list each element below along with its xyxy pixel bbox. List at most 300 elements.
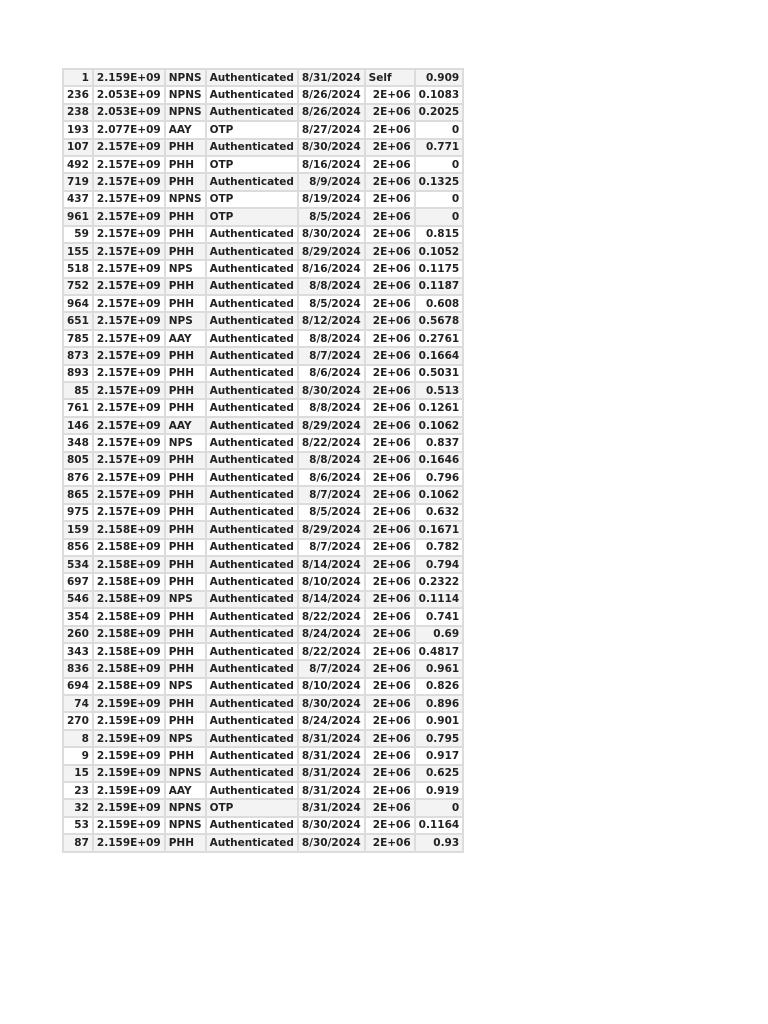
cell-date[interactable]: 8/9/2024 bbox=[298, 173, 365, 190]
cell-number[interactable]: 2.157E+09 bbox=[93, 208, 165, 225]
cell-id[interactable]: 961 bbox=[63, 208, 93, 225]
cell-date[interactable]: 8/16/2024 bbox=[298, 156, 365, 173]
cell-score[interactable]: 0.1062 bbox=[415, 486, 464, 503]
cell-id[interactable]: 87 bbox=[63, 834, 93, 851]
cell-source[interactable]: 2E+06 bbox=[365, 452, 415, 469]
cell-type[interactable]: PHH bbox=[165, 173, 206, 190]
cell-auth-status[interactable]: OTP bbox=[206, 208, 298, 225]
cell-type[interactable]: NPNS bbox=[165, 765, 206, 782]
cell-auth-status[interactable]: Authenticated bbox=[206, 417, 298, 434]
cell-type[interactable]: PHH bbox=[165, 556, 206, 573]
cell-date[interactable]: 8/31/2024 bbox=[298, 765, 365, 782]
cell-type[interactable]: PHH bbox=[165, 243, 206, 260]
cell-type[interactable]: PHH bbox=[165, 226, 206, 243]
cell-score[interactable]: 0.896 bbox=[415, 695, 464, 712]
cell-auth-status[interactable]: Authenticated bbox=[206, 139, 298, 156]
cell-score[interactable]: 0.796 bbox=[415, 469, 464, 486]
cell-number[interactable]: 2.157E+09 bbox=[93, 347, 165, 364]
cell-number[interactable]: 2.159E+09 bbox=[93, 69, 165, 86]
cell-date[interactable]: 8/14/2024 bbox=[298, 556, 365, 573]
cell-number[interactable]: 2.157E+09 bbox=[93, 417, 165, 434]
cell-date[interactable]: 8/30/2024 bbox=[298, 226, 365, 243]
cell-date[interactable]: 8/14/2024 bbox=[298, 591, 365, 608]
cell-type[interactable]: NPS bbox=[165, 678, 206, 695]
cell-date[interactable]: 8/31/2024 bbox=[298, 799, 365, 816]
cell-score[interactable]: 0.93 bbox=[415, 834, 464, 851]
cell-date[interactable]: 8/29/2024 bbox=[298, 417, 365, 434]
cell-score[interactable]: 0.782 bbox=[415, 539, 464, 556]
cell-auth-status[interactable]: Authenticated bbox=[206, 312, 298, 329]
cell-source[interactable]: 2E+06 bbox=[365, 765, 415, 782]
cell-type[interactable]: AAY bbox=[165, 330, 206, 347]
cell-auth-status[interactable]: Authenticated bbox=[206, 521, 298, 538]
cell-number[interactable]: 2.157E+09 bbox=[93, 278, 165, 295]
cell-id[interactable]: 260 bbox=[63, 626, 93, 643]
cell-number[interactable]: 2.159E+09 bbox=[93, 782, 165, 799]
cell-auth-status[interactable]: Authenticated bbox=[206, 539, 298, 556]
cell-date[interactable]: 8/31/2024 bbox=[298, 69, 365, 86]
cell-number[interactable]: 2.157E+09 bbox=[93, 295, 165, 312]
cell-score[interactable]: 0.794 bbox=[415, 556, 464, 573]
cell-number[interactable]: 2.159E+09 bbox=[93, 712, 165, 729]
cell-type[interactable]: NPNS bbox=[165, 86, 206, 103]
cell-auth-status[interactable]: Authenticated bbox=[206, 504, 298, 521]
cell-source[interactable]: 2E+06 bbox=[365, 834, 415, 851]
cell-number[interactable]: 2.158E+09 bbox=[93, 643, 165, 660]
cell-type[interactable]: PHH bbox=[165, 382, 206, 399]
cell-id[interactable]: 651 bbox=[63, 312, 93, 329]
cell-source[interactable]: 2E+06 bbox=[365, 173, 415, 190]
cell-type[interactable]: AAY bbox=[165, 121, 206, 138]
cell-type[interactable]: PHH bbox=[165, 399, 206, 416]
cell-score[interactable]: 0.2761 bbox=[415, 330, 464, 347]
cell-source[interactable]: 2E+06 bbox=[365, 278, 415, 295]
cell-number[interactable]: 2.157E+09 bbox=[93, 486, 165, 503]
cell-number[interactable]: 2.158E+09 bbox=[93, 591, 165, 608]
cell-score[interactable]: 0.1083 bbox=[415, 86, 464, 103]
cell-id[interactable]: 53 bbox=[63, 817, 93, 834]
cell-date[interactable]: 8/16/2024 bbox=[298, 260, 365, 277]
cell-type[interactable]: PHH bbox=[165, 365, 206, 382]
cell-id[interactable]: 856 bbox=[63, 539, 93, 556]
cell-id[interactable]: 534 bbox=[63, 556, 93, 573]
cell-type[interactable]: PHH bbox=[165, 486, 206, 503]
cell-source[interactable]: 2E+06 bbox=[365, 295, 415, 312]
cell-date[interactable]: 8/12/2024 bbox=[298, 312, 365, 329]
cell-type[interactable]: NPS bbox=[165, 591, 206, 608]
cell-id[interactable]: 8 bbox=[63, 730, 93, 747]
cell-id[interactable]: 893 bbox=[63, 365, 93, 382]
cell-score[interactable]: 0.826 bbox=[415, 678, 464, 695]
cell-id[interactable]: 343 bbox=[63, 643, 93, 660]
cell-id[interactable]: 873 bbox=[63, 347, 93, 364]
cell-source[interactable]: 2E+06 bbox=[365, 469, 415, 486]
cell-score[interactable]: 0.901 bbox=[415, 712, 464, 729]
cell-date[interactable]: 8/7/2024 bbox=[298, 539, 365, 556]
cell-date[interactable]: 8/26/2024 bbox=[298, 104, 365, 121]
cell-auth-status[interactable]: Authenticated bbox=[206, 486, 298, 503]
cell-number[interactable]: 2.157E+09 bbox=[93, 173, 165, 190]
cell-auth-status[interactable]: Authenticated bbox=[206, 278, 298, 295]
cell-source[interactable]: 2E+06 bbox=[365, 208, 415, 225]
cell-number[interactable]: 2.053E+09 bbox=[93, 86, 165, 103]
cell-score[interactable]: 0.1646 bbox=[415, 452, 464, 469]
cell-source[interactable]: 2E+06 bbox=[365, 643, 415, 660]
cell-auth-status[interactable]: Authenticated bbox=[206, 765, 298, 782]
cell-source[interactable]: 2E+06 bbox=[365, 486, 415, 503]
cell-auth-status[interactable]: OTP bbox=[206, 121, 298, 138]
cell-number[interactable]: 2.158E+09 bbox=[93, 678, 165, 695]
cell-auth-status[interactable]: Authenticated bbox=[206, 782, 298, 799]
cell-type[interactable]: NPS bbox=[165, 434, 206, 451]
cell-number[interactable]: 2.157E+09 bbox=[93, 365, 165, 382]
cell-score[interactable]: 0 bbox=[415, 208, 464, 225]
cell-type[interactable]: PHH bbox=[165, 539, 206, 556]
cell-score[interactable]: 0.1664 bbox=[415, 347, 464, 364]
cell-type[interactable]: NPNS bbox=[165, 191, 206, 208]
cell-score[interactable]: 0 bbox=[415, 121, 464, 138]
cell-auth-status[interactable]: Authenticated bbox=[206, 678, 298, 695]
cell-source[interactable]: 2E+06 bbox=[365, 260, 415, 277]
cell-source[interactable]: 2E+06 bbox=[365, 626, 415, 643]
cell-type[interactable]: NPS bbox=[165, 730, 206, 747]
cell-id[interactable]: 270 bbox=[63, 712, 93, 729]
cell-auth-status[interactable]: Authenticated bbox=[206, 643, 298, 660]
cell-type[interactable]: PHH bbox=[165, 834, 206, 851]
cell-number[interactable]: 2.159E+09 bbox=[93, 799, 165, 816]
cell-type[interactable]: NPNS bbox=[165, 104, 206, 121]
cell-source[interactable]: 2E+06 bbox=[365, 156, 415, 173]
cell-number[interactable]: 2.157E+09 bbox=[93, 434, 165, 451]
cell-auth-status[interactable]: Authenticated bbox=[206, 260, 298, 277]
cell-date[interactable]: 8/19/2024 bbox=[298, 191, 365, 208]
cell-type[interactable]: PHH bbox=[165, 452, 206, 469]
cell-number[interactable]: 2.053E+09 bbox=[93, 104, 165, 121]
cell-type[interactable]: PHH bbox=[165, 643, 206, 660]
cell-source[interactable]: 2E+06 bbox=[365, 382, 415, 399]
cell-score[interactable]: 0 bbox=[415, 191, 464, 208]
cell-type[interactable]: PHH bbox=[165, 573, 206, 590]
cell-score[interactable]: 0.1325 bbox=[415, 173, 464, 190]
cell-date[interactable]: 8/8/2024 bbox=[298, 330, 365, 347]
cell-auth-status[interactable]: Authenticated bbox=[206, 365, 298, 382]
cell-id[interactable]: 865 bbox=[63, 486, 93, 503]
cell-date[interactable]: 8/8/2024 bbox=[298, 452, 365, 469]
cell-number[interactable]: 2.158E+09 bbox=[93, 626, 165, 643]
cell-score[interactable]: 0.1062 bbox=[415, 417, 464, 434]
cell-auth-status[interactable]: Authenticated bbox=[206, 399, 298, 416]
cell-score[interactable]: 0.741 bbox=[415, 608, 464, 625]
cell-number[interactable]: 2.157E+09 bbox=[93, 243, 165, 260]
cell-id[interactable]: 15 bbox=[63, 765, 93, 782]
cell-id[interactable]: 159 bbox=[63, 521, 93, 538]
cell-number[interactable]: 2.157E+09 bbox=[93, 382, 165, 399]
cell-id[interactable]: 9 bbox=[63, 747, 93, 764]
cell-id[interactable]: 155 bbox=[63, 243, 93, 260]
cell-date[interactable]: 8/5/2024 bbox=[298, 295, 365, 312]
cell-date[interactable]: 8/30/2024 bbox=[298, 382, 365, 399]
cell-id[interactable]: 518 bbox=[63, 260, 93, 277]
cell-score[interactable]: 0.917 bbox=[415, 747, 464, 764]
cell-auth-status[interactable]: Authenticated bbox=[206, 573, 298, 590]
cell-auth-status[interactable]: Authenticated bbox=[206, 434, 298, 451]
cell-source[interactable]: 2E+06 bbox=[365, 695, 415, 712]
cell-id[interactable]: 32 bbox=[63, 799, 93, 816]
cell-date[interactable]: 8/30/2024 bbox=[298, 817, 365, 834]
cell-auth-status[interactable]: Authenticated bbox=[206, 69, 298, 86]
cell-type[interactable]: NPNS bbox=[165, 817, 206, 834]
cell-date[interactable]: 8/5/2024 bbox=[298, 504, 365, 521]
cell-source[interactable]: 2E+06 bbox=[365, 434, 415, 451]
cell-id[interactable]: 876 bbox=[63, 469, 93, 486]
cell-number[interactable]: 2.157E+09 bbox=[93, 312, 165, 329]
cell-score[interactable]: 0.919 bbox=[415, 782, 464, 799]
cell-id[interactable]: 437 bbox=[63, 191, 93, 208]
cell-id[interactable]: 348 bbox=[63, 434, 93, 451]
cell-auth-status[interactable]: Authenticated bbox=[206, 626, 298, 643]
cell-score[interactable]: 0.608 bbox=[415, 295, 464, 312]
cell-auth-status[interactable]: Authenticated bbox=[206, 295, 298, 312]
cell-date[interactable]: 8/29/2024 bbox=[298, 521, 365, 538]
cell-auth-status[interactable]: Authenticated bbox=[206, 556, 298, 573]
cell-auth-status[interactable]: Authenticated bbox=[206, 712, 298, 729]
cell-source[interactable]: 2E+06 bbox=[365, 330, 415, 347]
cell-auth-status[interactable]: Authenticated bbox=[206, 226, 298, 243]
cell-score[interactable]: 0.1671 bbox=[415, 521, 464, 538]
cell-score[interactable]: 0.771 bbox=[415, 139, 464, 156]
cell-type[interactable]: PHH bbox=[165, 712, 206, 729]
cell-id[interactable]: 146 bbox=[63, 417, 93, 434]
cell-score[interactable]: 0 bbox=[415, 799, 464, 816]
cell-source[interactable]: 2E+06 bbox=[365, 678, 415, 695]
cell-date[interactable]: 8/30/2024 bbox=[298, 695, 365, 712]
cell-score[interactable]: 0.1261 bbox=[415, 399, 464, 416]
cell-type[interactable]: NPS bbox=[165, 260, 206, 277]
cell-number[interactable]: 2.157E+09 bbox=[93, 156, 165, 173]
cell-number[interactable]: 2.158E+09 bbox=[93, 556, 165, 573]
cell-source[interactable]: 2E+06 bbox=[365, 799, 415, 816]
cell-date[interactable]: 8/10/2024 bbox=[298, 573, 365, 590]
cell-source[interactable]: 2E+06 bbox=[365, 660, 415, 677]
cell-date[interactable]: 8/7/2024 bbox=[298, 486, 365, 503]
cell-source[interactable]: 2E+06 bbox=[365, 312, 415, 329]
cell-type[interactable]: PHH bbox=[165, 747, 206, 764]
cell-auth-status[interactable]: Authenticated bbox=[206, 469, 298, 486]
cell-date[interactable]: 8/8/2024 bbox=[298, 278, 365, 295]
cell-source[interactable]: 2E+06 bbox=[365, 226, 415, 243]
cell-date[interactable]: 8/31/2024 bbox=[298, 730, 365, 747]
cell-type[interactable]: NPNS bbox=[165, 69, 206, 86]
cell-source[interactable]: 2E+06 bbox=[365, 504, 415, 521]
cell-id[interactable]: 59 bbox=[63, 226, 93, 243]
cell-score[interactable]: 0.2322 bbox=[415, 573, 464, 590]
cell-type[interactable]: PHH bbox=[165, 347, 206, 364]
cell-source[interactable]: 2E+06 bbox=[365, 191, 415, 208]
cell-type[interactable]: NPS bbox=[165, 312, 206, 329]
cell-score[interactable]: 0.909 bbox=[415, 69, 464, 86]
cell-type[interactable]: PHH bbox=[165, 626, 206, 643]
cell-id[interactable]: 697 bbox=[63, 573, 93, 590]
cell-source[interactable]: 2E+06 bbox=[365, 817, 415, 834]
cell-auth-status[interactable]: Authenticated bbox=[206, 330, 298, 347]
cell-source[interactable]: 2E+06 bbox=[365, 608, 415, 625]
cell-number[interactable]: 2.158E+09 bbox=[93, 573, 165, 590]
cell-auth-status[interactable]: Authenticated bbox=[206, 817, 298, 834]
cell-source[interactable]: 2E+06 bbox=[365, 139, 415, 156]
cell-score[interactable]: 0.1187 bbox=[415, 278, 464, 295]
cell-date[interactable]: 8/26/2024 bbox=[298, 86, 365, 103]
cell-score[interactable]: 0 bbox=[415, 156, 464, 173]
cell-id[interactable]: 193 bbox=[63, 121, 93, 138]
cell-number[interactable]: 2.157E+09 bbox=[93, 260, 165, 277]
cell-type[interactable]: PHH bbox=[165, 278, 206, 295]
cell-id[interactable]: 354 bbox=[63, 608, 93, 625]
cell-number[interactable]: 2.158E+09 bbox=[93, 608, 165, 625]
cell-date[interactable]: 8/5/2024 bbox=[298, 208, 365, 225]
cell-date[interactable]: 8/31/2024 bbox=[298, 747, 365, 764]
cell-source[interactable]: 2E+06 bbox=[365, 399, 415, 416]
cell-auth-status[interactable]: Authenticated bbox=[206, 695, 298, 712]
cell-number[interactable]: 2.159E+09 bbox=[93, 747, 165, 764]
cell-id[interactable]: 761 bbox=[63, 399, 93, 416]
cell-number[interactable]: 2.158E+09 bbox=[93, 660, 165, 677]
cell-id[interactable]: 546 bbox=[63, 591, 93, 608]
cell-type[interactable]: PHH bbox=[165, 504, 206, 521]
cell-type[interactable]: PHH bbox=[165, 139, 206, 156]
cell-score[interactable]: 0.5678 bbox=[415, 312, 464, 329]
cell-source[interactable]: 2E+06 bbox=[365, 347, 415, 364]
cell-number[interactable]: 2.157E+09 bbox=[93, 191, 165, 208]
cell-score[interactable]: 0.1164 bbox=[415, 817, 464, 834]
cell-source[interactable]: 2E+06 bbox=[365, 521, 415, 538]
cell-date[interactable]: 8/22/2024 bbox=[298, 434, 365, 451]
cell-source[interactable]: 2E+06 bbox=[365, 121, 415, 138]
cell-date[interactable]: 8/7/2024 bbox=[298, 660, 365, 677]
cell-score[interactable]: 0.513 bbox=[415, 382, 464, 399]
cell-source[interactable]: 2E+06 bbox=[365, 730, 415, 747]
cell-id[interactable]: 836 bbox=[63, 660, 93, 677]
cell-type[interactable]: PHH bbox=[165, 608, 206, 625]
cell-source[interactable]: 2E+06 bbox=[365, 243, 415, 260]
cell-score[interactable]: 0.625 bbox=[415, 765, 464, 782]
cell-auth-status[interactable]: Authenticated bbox=[206, 834, 298, 851]
cell-id[interactable]: 694 bbox=[63, 678, 93, 695]
cell-id[interactable]: 1 bbox=[63, 69, 93, 86]
cell-date[interactable]: 8/31/2024 bbox=[298, 782, 365, 799]
cell-id[interactable]: 805 bbox=[63, 452, 93, 469]
cell-auth-status[interactable]: OTP bbox=[206, 799, 298, 816]
cell-auth-status[interactable]: Authenticated bbox=[206, 104, 298, 121]
cell-source[interactable]: 2E+06 bbox=[365, 539, 415, 556]
cell-type[interactable]: PHH bbox=[165, 156, 206, 173]
cell-source[interactable]: 2E+06 bbox=[365, 591, 415, 608]
cell-score[interactable]: 0.69 bbox=[415, 626, 464, 643]
cell-auth-status[interactable]: Authenticated bbox=[206, 452, 298, 469]
cell-auth-status[interactable]: OTP bbox=[206, 156, 298, 173]
cell-score[interactable]: 0.837 bbox=[415, 434, 464, 451]
cell-score[interactable]: 0.5031 bbox=[415, 365, 464, 382]
cell-number[interactable]: 2.157E+09 bbox=[93, 399, 165, 416]
cell-auth-status[interactable]: Authenticated bbox=[206, 382, 298, 399]
cell-source[interactable]: 2E+06 bbox=[365, 747, 415, 764]
cell-id[interactable]: 492 bbox=[63, 156, 93, 173]
cell-number[interactable]: 2.158E+09 bbox=[93, 521, 165, 538]
cell-id[interactable]: 236 bbox=[63, 86, 93, 103]
cell-date[interactable]: 8/6/2024 bbox=[298, 365, 365, 382]
cell-type[interactable]: PHH bbox=[165, 469, 206, 486]
cell-auth-status[interactable]: Authenticated bbox=[206, 86, 298, 103]
cell-date[interactable]: 8/30/2024 bbox=[298, 834, 365, 851]
cell-number[interactable]: 2.157E+09 bbox=[93, 469, 165, 486]
cell-number[interactable]: 2.157E+09 bbox=[93, 452, 165, 469]
cell-id[interactable]: 785 bbox=[63, 330, 93, 347]
cell-date[interactable]: 8/7/2024 bbox=[298, 347, 365, 364]
cell-type[interactable]: NPNS bbox=[165, 799, 206, 816]
cell-number[interactable]: 2.157E+09 bbox=[93, 226, 165, 243]
cell-number[interactable]: 2.158E+09 bbox=[93, 539, 165, 556]
cell-date[interactable]: 8/29/2024 bbox=[298, 243, 365, 260]
cell-date[interactable]: 8/30/2024 bbox=[298, 139, 365, 156]
cell-date[interactable]: 8/22/2024 bbox=[298, 643, 365, 660]
cell-id[interactable]: 975 bbox=[63, 504, 93, 521]
cell-type[interactable]: PHH bbox=[165, 295, 206, 312]
cell-type[interactable]: PHH bbox=[165, 521, 206, 538]
cell-score[interactable]: 0.1114 bbox=[415, 591, 464, 608]
cell-type[interactable]: PHH bbox=[165, 208, 206, 225]
cell-number[interactable]: 2.157E+09 bbox=[93, 504, 165, 521]
cell-number[interactable]: 2.157E+09 bbox=[93, 330, 165, 347]
cell-id[interactable]: 719 bbox=[63, 173, 93, 190]
cell-date[interactable]: 8/8/2024 bbox=[298, 399, 365, 416]
cell-number[interactable]: 2.157E+09 bbox=[93, 139, 165, 156]
cell-source[interactable]: 2E+06 bbox=[365, 712, 415, 729]
cell-type[interactable]: PHH bbox=[165, 695, 206, 712]
cell-auth-status[interactable]: Authenticated bbox=[206, 660, 298, 677]
cell-id[interactable]: 238 bbox=[63, 104, 93, 121]
cell-type[interactable]: PHH bbox=[165, 660, 206, 677]
cell-auth-status[interactable]: Authenticated bbox=[206, 591, 298, 608]
cell-date[interactable]: 8/10/2024 bbox=[298, 678, 365, 695]
cell-auth-status[interactable]: Authenticated bbox=[206, 608, 298, 625]
cell-source[interactable]: 2E+06 bbox=[365, 104, 415, 121]
cell-number[interactable]: 2.159E+09 bbox=[93, 834, 165, 851]
cell-auth-status[interactable]: Authenticated bbox=[206, 747, 298, 764]
cell-score[interactable]: 0.4817 bbox=[415, 643, 464, 660]
cell-number[interactable]: 2.159E+09 bbox=[93, 730, 165, 747]
cell-type[interactable]: AAY bbox=[165, 417, 206, 434]
cell-source[interactable]: 2E+06 bbox=[365, 86, 415, 103]
cell-auth-status[interactable]: Authenticated bbox=[206, 173, 298, 190]
cell-source[interactable]: Self bbox=[365, 69, 415, 86]
cell-source[interactable]: 2E+06 bbox=[365, 573, 415, 590]
cell-date[interactable]: 8/27/2024 bbox=[298, 121, 365, 138]
cell-score[interactable]: 0.1052 bbox=[415, 243, 464, 260]
cell-source[interactable]: 2E+06 bbox=[365, 556, 415, 573]
cell-number[interactable]: 2.077E+09 bbox=[93, 121, 165, 138]
cell-score[interactable]: 0.632 bbox=[415, 504, 464, 521]
cell-date[interactable]: 8/22/2024 bbox=[298, 608, 365, 625]
cell-date[interactable]: 8/24/2024 bbox=[298, 626, 365, 643]
cell-type[interactable]: AAY bbox=[165, 782, 206, 799]
cell-id[interactable]: 74 bbox=[63, 695, 93, 712]
cell-source[interactable]: 2E+06 bbox=[365, 782, 415, 799]
cell-score[interactable]: 0.1175 bbox=[415, 260, 464, 277]
cell-id[interactable]: 85 bbox=[63, 382, 93, 399]
cell-auth-status[interactable]: OTP bbox=[206, 191, 298, 208]
cell-score[interactable]: 0.961 bbox=[415, 660, 464, 677]
cell-id[interactable]: 23 bbox=[63, 782, 93, 799]
cell-number[interactable]: 2.159E+09 bbox=[93, 695, 165, 712]
